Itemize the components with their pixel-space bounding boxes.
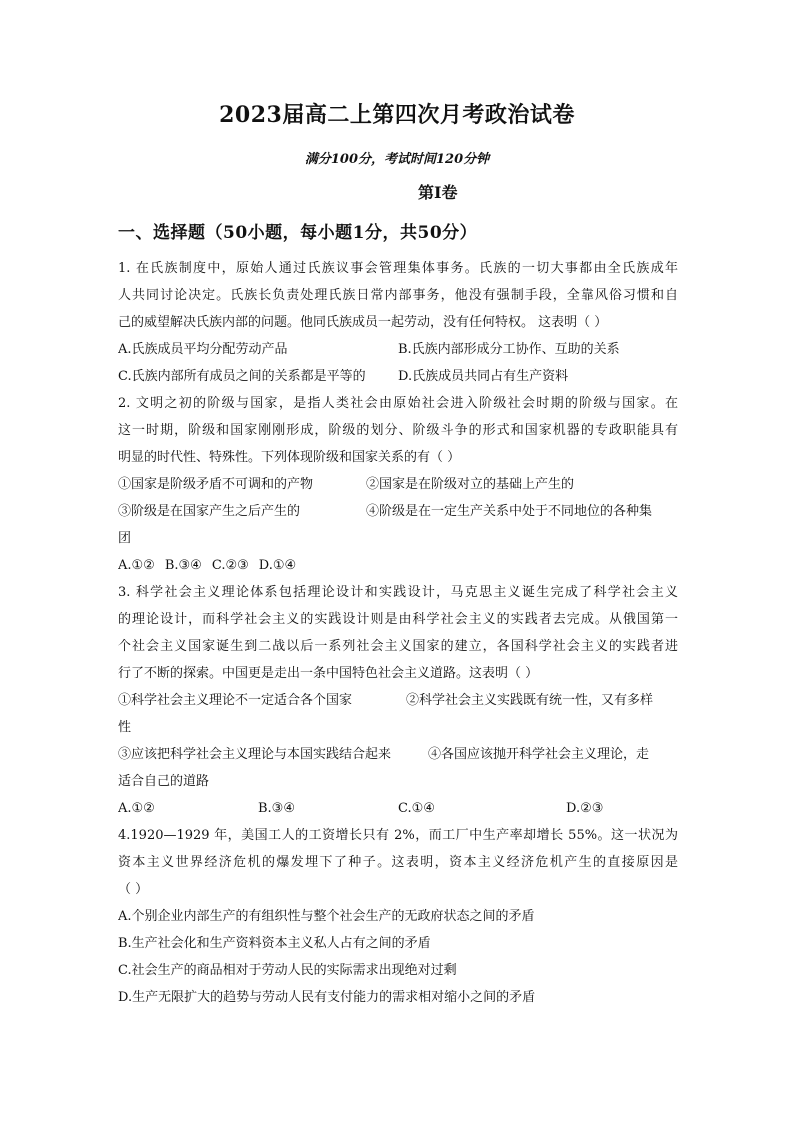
option-a: A.氏族成员平均分配劳动产品 [118, 342, 288, 357]
statement-continuation: 适合自己的道路 [118, 774, 210, 789]
statement-1: ①科学社会主义理论不一定适合各个国家 [118, 693, 353, 708]
option-c: C.①④ [398, 801, 435, 816]
statement-4: ④各国应该抛开科学社会主义理论，走 [428, 747, 650, 762]
statement-row [118, 741, 678, 768]
question-stem-line: 3. 科学社会主义理论体系包括理论设计和实践设计，马克思主义诞生完成了科学社会主义 [118, 585, 678, 600]
question-4 [118, 822, 678, 1011]
question-list [118, 255, 678, 1011]
statement-continuation: 性 [118, 720, 132, 735]
section-heading: 一、选择题（50小题，每小题1分，共50分） [118, 223, 478, 243]
option-a: A.个别企业内部生产的有组织性与整个社会生产的无政府状态之间的矛盾 [118, 909, 535, 924]
option-d: D.氏族成员共同占有生产资料 [398, 369, 569, 384]
statement-1: ①国家是阶级矛盾不可调和的产物 [118, 477, 314, 492]
option-c: C.氏族内部所有成员之间的关系都是平等的 [118, 369, 366, 384]
statement-4: ④阶级是在一定生产关系中处于不同地位的各种集 [366, 504, 653, 519]
option-a: A.①② [118, 801, 155, 816]
statement-2: ②国家是在阶级对立的基础上产生的 [366, 477, 575, 492]
question-stem-line: （ ） [118, 882, 149, 897]
statement-row [118, 471, 678, 498]
question-stem-line: 1. 在氏族制度中，原始人通过氏族议事会管理集体事务。氏族的一切大事都由全氏族成年 [118, 261, 678, 276]
option-c: C.②③ [211, 558, 249, 573]
exam-subtitle: 满分100分，考试时间120分钟 [304, 152, 490, 167]
option-d: D.①④ [258, 558, 297, 573]
question-stem-line: 的理论设计，而科学社会主义的实践设计则是由科学社会主义的实践者去完成。从俄国第一 [118, 612, 678, 627]
question-1 [118, 255, 678, 390]
statement-continuation: 团 [118, 531, 132, 546]
statement-row [118, 498, 678, 525]
statement-3: ③应该把科学社会主义理论与本国实践结合起来 [118, 747, 392, 762]
statement-2: ②科学社会主义实践既有统一性，又有多样 [406, 693, 654, 708]
question-stem-line: 明显的时代性、特殊性。下列体现阶级和国家关系的有（ ） [118, 450, 461, 465]
statement-row [118, 687, 678, 714]
exam-title: 2023届高二上第四次月考政治试卷 [219, 102, 575, 128]
question-2 [118, 390, 678, 579]
question-stem-line: 个社会主义国家诞生到二战以后一系列社会主义国家的建立，各国科学社会主义的实践者进 [118, 639, 678, 654]
option-d: D.生产无限扩大的趋势与劳动人民有支付能力的需求相对缩小之间的矛盾 [118, 990, 536, 1005]
volume-heading: 第Ⅰ卷 [418, 183, 458, 202]
option-d: D.②③ [566, 801, 604, 816]
option-a: A.①② [118, 558, 155, 573]
question-stem-line: 行了不断的探索。中国更是走出一条中国特色社会主义道路。这表明（ ） [118, 666, 539, 681]
question-stem-line: 资本主义世界经济危机的爆发埋下了种子。这表明，资本主义经济危机产生的直接原因是 [118, 855, 678, 870]
option-row [118, 795, 678, 822]
question-stem-line: 2. 文明之初的阶级与国家，是指人类社会由原始社会进入阶级社会时期的阶级与国家。在 [118, 396, 678, 411]
question-stem-line: 人共同讨论决定。氏族长负责处理氏族日常内部事务，他没有强制手段，全靠风俗习惯和自 [118, 288, 678, 303]
option-b: B.氏族内部形成分工协作、互助的关系 [398, 342, 620, 357]
option-b: B.③④ [258, 801, 295, 816]
option-c: C.社会生产的商品相对于劳动人民的实际需求出现绝对过剩 [118, 963, 457, 978]
option-row [118, 336, 678, 363]
question-3 [118, 579, 678, 822]
option-row [118, 552, 678, 579]
question-stem-line: 己的威望解决氏族内部的问题。他同氏族成员一起劳动，没有任何特权。 这表明（ ） [118, 315, 608, 330]
statement-3: ③阶级是在国家产生之后产生的 [118, 504, 301, 519]
question-stem-line: 这一时期，阶级和国家刚刚形成，阶级的划分、阶级斗争的形式和国家机器的专政职能具有 [118, 423, 678, 438]
option-b: B.③④ [164, 558, 202, 573]
question-stem-line: 4.1920—1929 年，美国工人的工资增长只有 2%，而工厂中生产率却增长 55%。这一状况为 [118, 828, 678, 843]
option-b: B.生产社会化和生产资料资本主义私人占有之间的矛盾 [118, 936, 431, 951]
option-row [118, 363, 678, 390]
